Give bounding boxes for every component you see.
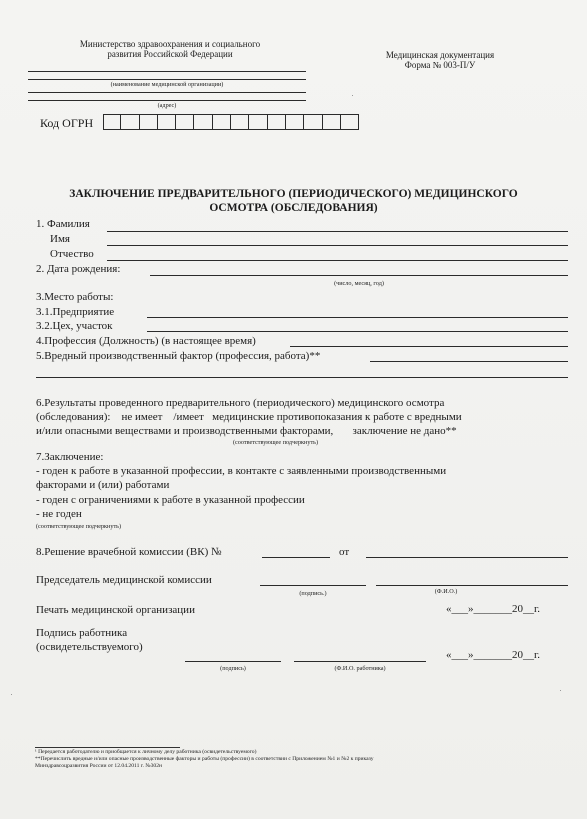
results-line2: (обследования): не имеет /имеет медицинские противопоказания к работе с вредными <box>36 411 462 423</box>
worker-signature-hint: (подпись) <box>220 665 246 672</box>
birthdate-field[interactable] <box>150 275 568 276</box>
conclusion-title: 7.Заключение: <box>36 451 104 463</box>
chairman-label: Председатель медицинской комиссии <box>36 574 212 586</box>
ogrn-cell[interactable] <box>268 114 286 130</box>
org-name-line-3[interactable] <box>28 92 306 93</box>
surname-label: 1. Фамилия <box>36 218 90 230</box>
document-title-line1: ЗАКЛЮЧЕНИЕ ПРЕДВАРИТЕЛЬНОГО (ПЕРИОДИЧЕСКОГО) МЕДИЦИНСКОГО <box>69 188 518 200</box>
vk-decision-label: 8.Решение врачебной комиссии (ВК) № <box>36 546 222 558</box>
hazard-label: 5.Вредный производственный фактор (профессия, работа)** <box>36 350 321 362</box>
seal-label: Печать медицинской организации <box>36 604 195 616</box>
enterprise-label: 3.1.Предприятие <box>36 306 115 318</box>
ogrn-cell[interactable] <box>231 114 249 130</box>
surname-field[interactable] <box>107 231 568 232</box>
ogrn-cell[interactable] <box>323 114 341 130</box>
workplace-label: 3.Место работы: <box>36 291 114 303</box>
hazard-field-2[interactable] <box>36 377 568 378</box>
doc-type: Медицинская документация <box>385 50 495 60</box>
conclusion-fit-cont[interactable]: факторами и (или) работами <box>36 479 170 491</box>
ogrn-cell[interactable] <box>304 114 322 130</box>
vk-date-field[interactable] <box>366 557 568 558</box>
vk-from-label: от <box>339 546 350 558</box>
ogrn-cell[interactable] <box>194 114 212 130</box>
patronymic-label: Отчество <box>50 248 94 260</box>
chairman-fio-hint: (Ф.И.О.) <box>434 588 458 595</box>
ministry-line2: развития Российской Федерации <box>107 49 233 59</box>
results-line3: и/или опасными веществами и производственными факторами, заключение не дано** <box>36 425 457 437</box>
org-name-hint: (наименование медицинской организации) <box>110 81 224 88</box>
shop-label: 3.2.Цех, участок <box>36 320 113 332</box>
profession-label: 4.Профессия (Должность) (в настоящее время) <box>36 335 256 347</box>
chairman-fio-field[interactable] <box>376 585 568 586</box>
name-label: Имя <box>50 233 70 245</box>
ogrn-cell[interactable] <box>341 114 359 130</box>
birthdate-label: 2. Дата рождения: <box>36 263 121 275</box>
conclusion-fit[interactable]: - годен к работе в указанной профессии, в контакте с заявленными производственными <box>36 465 447 477</box>
worker-fio-field[interactable] <box>294 661 426 662</box>
chairman-signature-field[interactable] <box>260 585 366 586</box>
footnote-rule <box>35 747 180 748</box>
hazard-field-1[interactable] <box>370 361 568 362</box>
worker-signature-label1: Подпись работника <box>36 627 128 639</box>
form-number: Форма № 003-П/У <box>404 60 476 70</box>
ogrn-cell[interactable] <box>140 114 158 130</box>
ogrn-cell[interactable] <box>213 114 231 130</box>
footnote-2: **Перечислить вредные и/или опасные производственные факторы и работы (профессии) в соответствии с Приложением №1 и №2 к приказу <box>35 756 374 762</box>
ogrn-cell[interactable] <box>158 114 176 130</box>
profession-field[interactable] <box>290 346 568 347</box>
conclusion-fit-limited[interactable]: - годен с ограничениями к работе в указанной профессии <box>36 494 305 506</box>
document-title-line2: ОСМОТРА (ОБСЛЕДОВАНИЯ) <box>209 202 378 214</box>
org-name-line-1[interactable] <box>28 71 306 72</box>
footnote-1: ¹ Передается работодателю и приобщается к личному делу работника (освидетельствуемого) <box>35 749 257 755</box>
worker-date[interactable]: «___»_______20__г. <box>446 649 541 661</box>
ogrn-code-cells[interactable] <box>103 114 359 130</box>
footnote-3: Минздравсоцразвития России от 12.04.2011 г. №302н <box>35 763 162 769</box>
birthdate-hint: (число, месяц, год) <box>334 280 384 287</box>
worker-signature-field[interactable] <box>185 661 281 662</box>
conclusion-unfit[interactable]: - не годен <box>36 508 82 520</box>
ogrn-cell[interactable] <box>103 114 121 130</box>
vk-number-field[interactable] <box>262 557 330 558</box>
seal-date[interactable]: «___»_______20__г. <box>446 603 541 615</box>
conclusion-hint: (соответствующее подчеркнуть) <box>36 523 122 530</box>
scan-speck <box>352 95 353 96</box>
worker-signature-label2: (освидетельствуемого) <box>36 641 143 653</box>
ministry-line1: Министерство здравоохранения и социального <box>79 39 261 49</box>
ogrn-cell[interactable] <box>176 114 194 130</box>
results-hint: (соответствующее подчеркнуть) <box>233 439 319 446</box>
address-line[interactable] <box>28 100 306 101</box>
scan-speck <box>11 694 12 695</box>
ogrn-label: Код ОГРН <box>40 116 94 130</box>
ogrn-cell[interactable] <box>286 114 304 130</box>
chairman-signature-hint: (подпись.) <box>299 590 327 597</box>
ogrn-cell[interactable] <box>249 114 267 130</box>
enterprise-field[interactable] <box>147 317 568 318</box>
results-line1: 6.Результаты проведенного предварительного (периодического) медицинского осмотра <box>36 397 445 409</box>
worker-fio-hint: (Ф.И.О. работника) <box>334 665 386 672</box>
patronymic-field[interactable] <box>107 260 568 261</box>
ogrn-cell[interactable] <box>121 114 139 130</box>
scan-speck <box>560 690 561 691</box>
shop-field[interactable] <box>147 331 568 332</box>
org-name-line-2[interactable] <box>28 79 306 80</box>
address-hint: (адрес) <box>157 102 177 109</box>
name-field[interactable] <box>107 245 568 246</box>
